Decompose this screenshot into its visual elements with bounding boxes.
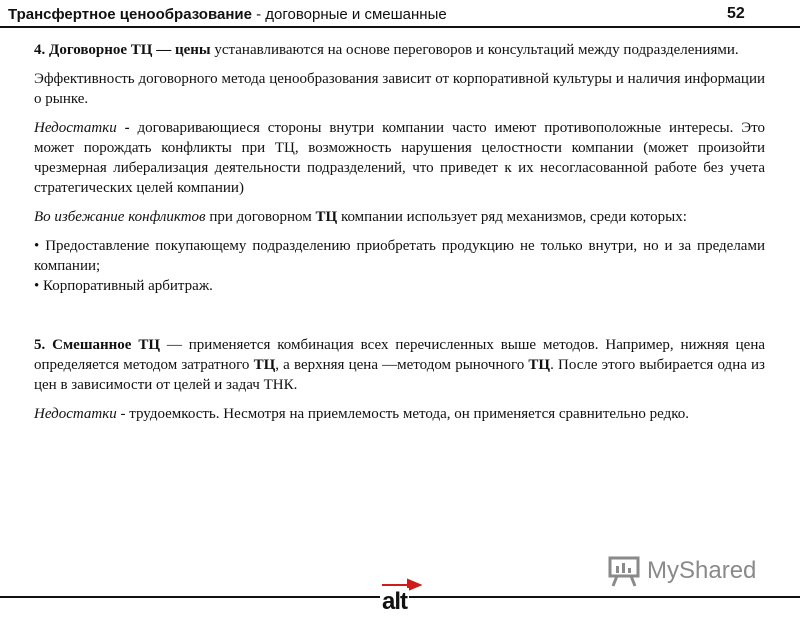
header-title-separator: -: [251, 6, 266, 23]
term-tp: ТЦ: [253, 357, 276, 373]
header-title-rest: договорные и смешанные: [265, 6, 447, 23]
paragraph-text: устанавливаются на основе переговоров и консультаций между подразделениями.: [210, 42, 739, 58]
header-rule: [0, 26, 800, 28]
heading-mixed-tp: 5. Смешанное ТЦ: [34, 337, 161, 353]
paragraph-text: — применяется комбинация всех перечисленных выше методов. Например, нижняя цена определяется методом затратного: [34, 337, 765, 373]
dash: -: [116, 120, 138, 136]
paragraph-mixed-tp: [34, 335, 765, 395]
bullet-item: • Корпоративный арбитраж.: [34, 278, 213, 294]
presentation-board-icon: [607, 554, 641, 588]
page-number: 52: [727, 5, 745, 22]
label-disadvantages: Недостатки: [34, 120, 117, 136]
header-title-bold: Трансфертное ценообразование: [8, 6, 252, 23]
paragraph-negotiated-tp: [34, 40, 765, 60]
paragraph-text: - трудоемкость. Несмотря на приемлемость метода, он применяется сравнительно редко.: [116, 406, 690, 422]
paragraph-efficiency: Эффективность договорного метода ценообразования зависит от корпоративной культуры и наличия информации о рынке.: [34, 71, 765, 107]
paragraph-text: , а верхняя цена —методом рыночного: [275, 357, 529, 373]
alt-logo: [378, 578, 422, 616]
watermark-text: MyShared: [647, 557, 757, 584]
logo-text: alt: [382, 588, 408, 615]
slide-content: [34, 40, 765, 433]
paragraph-text: договаривающиеся стороны внутри компании часто имеют противоположные интересы. Это может порождать конфликты при ТЦ, возможность нарушения целостности компании (может произойти чрезмерная либерализация деятельности подразделений, что приведет к их несогласованной работе без учета стратегических целей компании): [34, 120, 765, 196]
label-disadvantages: Недостатки: [34, 406, 117, 422]
paragraph-text: . После этого выбирается одна из цен в зависимости от целей и задач ТНК.: [34, 357, 765, 393]
paragraph-disadvantages-1: [34, 118, 765, 198]
label-avoid-conflicts: Во избежание конфликтов: [34, 209, 206, 225]
paragraph-avoid-conflicts: [34, 207, 765, 227]
paragraph-text: при договорном: [205, 209, 316, 225]
term-tp: ТЦ: [528, 357, 551, 373]
term-tp: ТЦ: [315, 209, 338, 225]
paragraph-text: компании использует ряд механизмов, среди которых:: [337, 209, 687, 225]
heading-negotiated-tp: 4. Договорное ТЦ — цены: [34, 42, 211, 58]
spacer: [34, 305, 765, 335]
paragraph-disadvantages-2: [34, 404, 765, 424]
myshared-watermark: [607, 553, 777, 589]
bullet-item: • Предоставление покупающему подразделению приобретать продукцию не только внутри, но и за пределами компании;: [34, 238, 765, 274]
header-title: [8, 6, 447, 23]
